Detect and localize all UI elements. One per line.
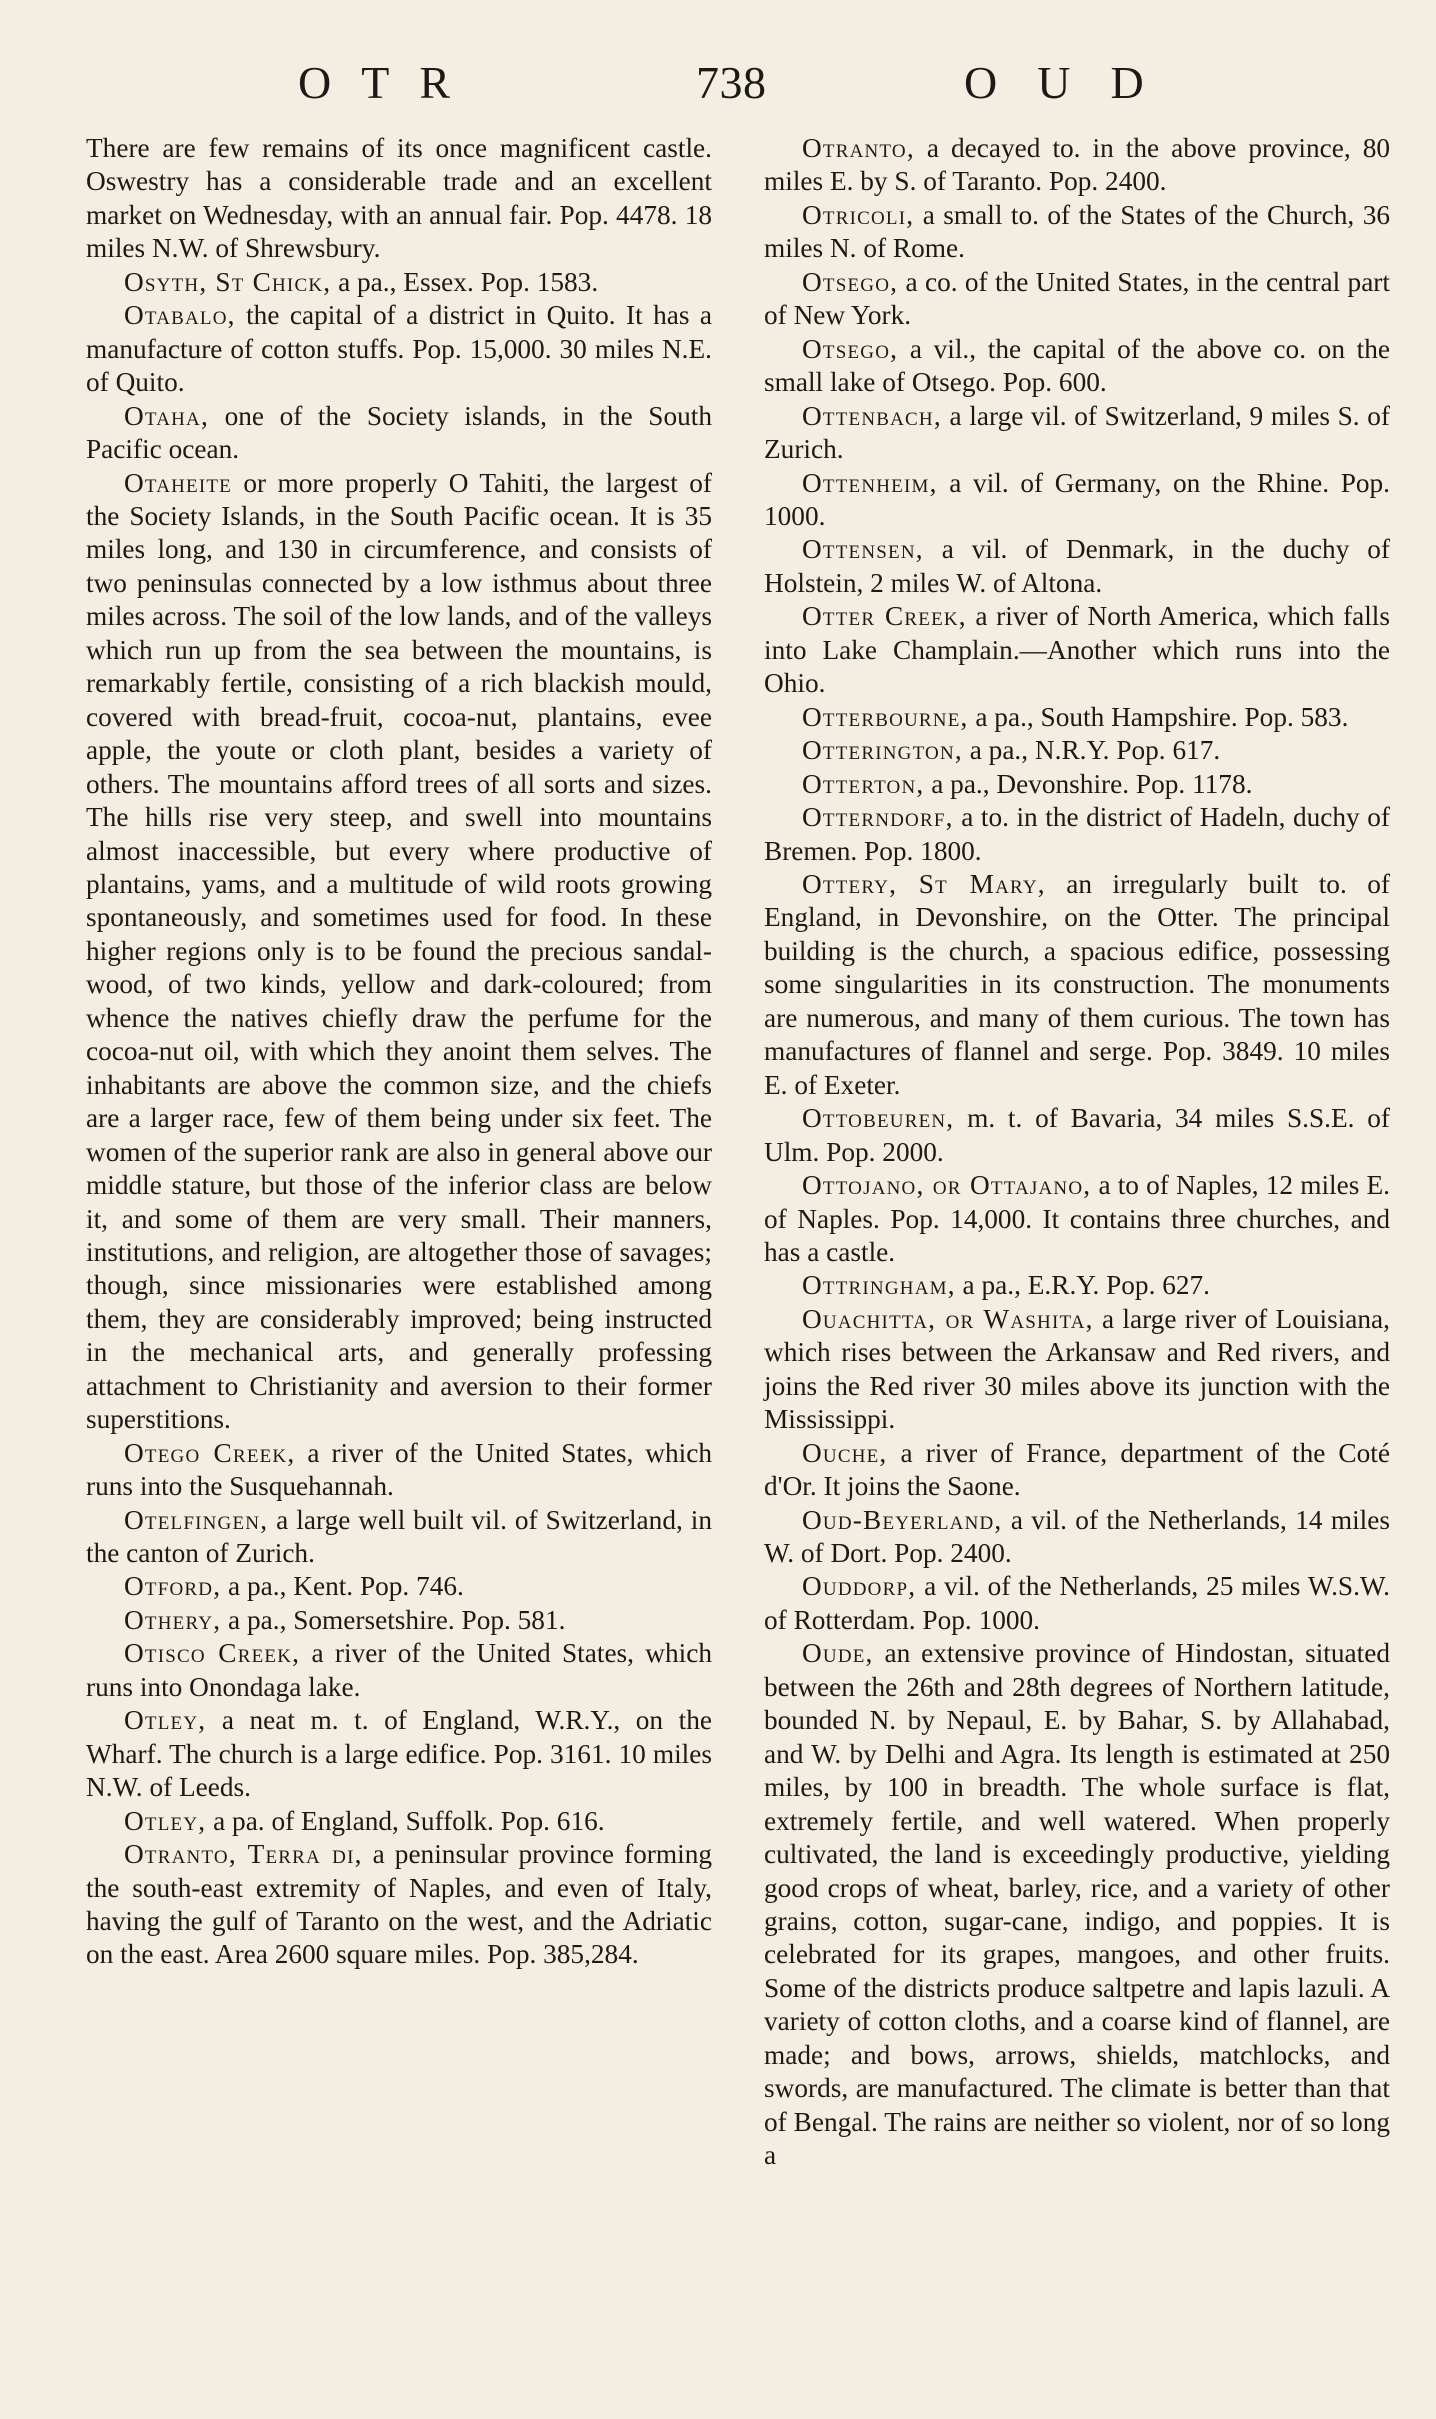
entry-headword: Ottenheim, xyxy=(802,467,938,498)
gazetteer-entry xyxy=(86,400,712,467)
entry-headword: Otricoli, xyxy=(802,199,915,230)
gazetteer-entry xyxy=(764,600,1390,700)
entry-text: an irregularly built to. of England, in Devonshire, on the Otter. The principal building is the church, a spacious edifice, possessing some singularities in its construction. The monuments are numerous, and many of them curious. The town has manufactures of flannel and serge. Pop. 3849. 10 miles E. of Exeter. xyxy=(764,868,1390,1100)
entry-headword: Otego Creek, xyxy=(124,1437,296,1468)
gazetteer-entry xyxy=(86,1838,712,1972)
gazetteer-entry xyxy=(764,734,1390,767)
entry-headword: Oud-Beyerland, xyxy=(802,1504,1003,1535)
entry-headword: Othery, xyxy=(124,1604,222,1635)
entry-text: or more properly O Tahiti, the largest of the Society Islands, in the South Pacific ocean. It is 35 miles long, and 130 in circumference, and consists of two peninsulas connected by a low isthmus about three miles across. The soil of the low lands, and of the valleys which run up from the sea between the mountains, is remarkably fertile, consisting of a rich blackish mould, covered with bread-fruit, cocoa-nut, plantains, evee apple, the youte or cloth plant, besides a variety of others. The mountains afford trees of all sorts and sizes. The hills rise very steep, and swell into mountains almost inaccessible, but every where productive of plantains, yams, and a multitude of wild roots growing spontaneously, and sometimes used for food. In these higher regions only is to be found the precious sandal-wood, of two kinds, yellow and dark-coloured; from whence the natives chiefly draw the perfume for the cocoa-nut oil, with which they anoint them selves. The inhabitants are above the common size, and the chiefs are a larger race, few of them being under six feet. The women of the superior rank are also in general above our middle stature, but those of the inferior class are below it, and some of them are very small. Their manners, institutions, and religion, are altogether those of savages; though, since missionaries were established among them, they are considerably improved; being instructed in the mechanical arts, and generally professing attachment to Christianity and aversion to their former superstitions. xyxy=(86,467,712,1435)
entry-headword: Ottobeuren, xyxy=(802,1103,955,1134)
entry-text: an extensive province of Hindostan, situated between the 26th and 28th degrees of Northern latitude, bounded N. by Nepaul, E. by Bahar, S. by Allahabad, and W. by Delhi and Agra. Its length is estimated at 250 miles, by 100 in breadth. The whole surface is flat, extremely fertile, and well watered. When properly cultivated, the land is exceedingly productive, yielding good crops of wheat, barley, rice, and a variety of other grains, cotton, sugar-cane, indigo, and poppies. It is celebrated for its grapes, mangoes, and other fruits. Some of the districts produce saltpetre and lapis lazuli. A variety of cotton cloths, and a coarse kind of flannel, are made; and bows, arrows, shields, matchlocks, and swords, are manufactured. The climate is better than that of Bengal. The rains are neither so violent, nor of so long a xyxy=(764,1638,1390,2171)
entry-text: a river of France, department of the Coté d'Or. It joins the Saone. xyxy=(764,1437,1390,1502)
entry-headword: Otisco Creek, xyxy=(124,1638,301,1669)
entry-headword: Ouachitta, or Washita, xyxy=(802,1303,1094,1334)
running-head xyxy=(0,56,1436,120)
gazetteer-entry xyxy=(86,132,712,266)
entry-text: a large river of Louisiana, which rises between the Arkansaw and Red rivers, and joins the Red river 30 miles above its junction with the Mississippi. xyxy=(764,1303,1390,1435)
entry-headword: Otterndorf, xyxy=(802,802,954,833)
entry-headword: Ouche, xyxy=(802,1437,888,1468)
right-column xyxy=(764,132,1390,2173)
entry-text: a pa., Devonshire. Pop. 1178. xyxy=(924,768,1253,799)
gazetteer-entry xyxy=(764,1303,1390,1437)
gazetteer-entry xyxy=(764,132,1390,199)
gazetteer-entry xyxy=(86,266,712,299)
entry-headword: Ouddorp, xyxy=(802,1571,917,1602)
entry-headword: Otford, xyxy=(124,1571,222,1602)
gazetteer-entry xyxy=(764,1169,1390,1269)
entry-headword: Oude, xyxy=(802,1638,874,1669)
gazetteer-entry xyxy=(764,199,1390,266)
entry-text: a large well built vil. of Switzerland, in the canton of Zurich. xyxy=(86,1504,712,1569)
gazetteer-entry xyxy=(764,701,1390,734)
gazetteer-entry xyxy=(86,1437,712,1504)
entry-text: a vil. of the Netherlands, 14 miles W. of Dort. Pop. 2400. xyxy=(764,1504,1390,1569)
entry-headword: Otter Creek, xyxy=(802,601,967,632)
gazetteer-entry xyxy=(764,801,1390,868)
entry-headword: Otranto, Terra di, xyxy=(124,1839,363,1870)
entry-text: a co. of the United States, in the central part of New York. xyxy=(764,266,1390,331)
left-column xyxy=(86,132,712,1972)
gazetteer-entry xyxy=(764,868,1390,1102)
entry-headword: Otley, xyxy=(124,1705,207,1736)
entry-headword: Otterington, xyxy=(802,735,963,766)
entry-text: a vil. of the Netherlands, 25 miles W.S.W. of Rotterdam. Pop. 1000. xyxy=(764,1571,1390,1635)
entry-text: a to. in the district of Hadeln, duchy of Bremen. Pop. 1800. xyxy=(764,802,1390,866)
gazetteer-entry xyxy=(764,1637,1390,2172)
page-number: 738 xyxy=(696,57,767,108)
header-right: OUD xyxy=(964,57,1184,108)
gazetteer-entry xyxy=(86,467,712,1437)
entry-headword: Ottringham, xyxy=(802,1270,956,1301)
entry-headword: Otelfingen, xyxy=(124,1504,269,1535)
entry-text: m. t. of Bavaria, 34 miles S.S.E. of Ulm. Pop. 2000. xyxy=(764,1103,1390,1167)
gazetteer-entry xyxy=(764,1269,1390,1302)
header-left: OTR xyxy=(298,57,480,108)
gazetteer-entry xyxy=(86,1604,712,1637)
entry-text: a river of North America, which falls into Lake Champlain.—Another which runs into the Ohio. xyxy=(764,601,1390,699)
gazetteer-entry xyxy=(86,1504,712,1571)
entry-text: a river of the United States, which runs into the Susquehannah. xyxy=(86,1437,713,1502)
entry-text: a to of Naples, 12 miles E. of Naples. Pop. 14,000. It contains three churches, and has a castle. xyxy=(764,1170,1390,1267)
gazetteer-entry xyxy=(764,1504,1390,1571)
entry-headword: Ottenbach, xyxy=(802,400,942,431)
entry-text: a pa., Essex. Pop. 1583. xyxy=(331,266,599,297)
entry-text: a pa., N.R.Y. Pop. 617. xyxy=(962,735,1221,766)
entry-headword: Ottery, St Mary, xyxy=(802,868,1046,899)
entry-text: a pa., E.R.Y. Pop. 627. xyxy=(955,1270,1211,1301)
entry-text: a vil., the capital of the above co. on the small lake of Otsego. Pop. 600. xyxy=(764,333,1390,398)
entry-text: a pa., Somersetshire. Pop. 581. xyxy=(221,1604,566,1635)
entry-text: a river of the United States, which runs into Onondaga lake. xyxy=(86,1638,713,1702)
entry-text: There are few remains of its once magnificent castle. Oswestry has a considerable trade and an excellent market on Wednesday, with an annual fair. Pop. 4478. 18 miles N.W. of Shrewsbury. xyxy=(86,133,712,264)
gazetteer-entry xyxy=(86,299,712,399)
gazetteer-entry xyxy=(764,533,1390,600)
gazetteer-entry xyxy=(764,1570,1390,1637)
gazetteer-entry xyxy=(86,1704,712,1804)
entry-text: a neat m. t. of England, W.R.Y., on the Wharf. The church is a large edifice. Pop. 3161. 10 miles N.W. of Leeds. xyxy=(86,1705,712,1803)
entry-text: a vil. of Germany, on the Rhine. Pop. 1000. xyxy=(764,467,1390,531)
entry-headword: Otaheite xyxy=(124,467,232,498)
entry-headword: Otterbourne, xyxy=(802,701,969,732)
entry-text: a peninsular province forming the south-east extremity of Naples, and even of Italy, having the gulf of Taranto on the west, and the Adriatic on the east. Area 2600 square miles. Pop. 385,284. xyxy=(86,1839,712,1970)
gazetteer-entry xyxy=(764,333,1390,400)
entry-text: a pa., Kent. Pop. 746. xyxy=(221,1571,464,1602)
entry-headword: Otabalo, xyxy=(124,300,236,331)
entry-text: a vil. of Denmark, in the duchy of Holstein, 2 miles W. of Altona. xyxy=(764,534,1390,598)
entry-headword: Otley, xyxy=(124,1805,207,1836)
entry-text: a decayed to. in the above province, 80 miles E. by S. of Taranto. Pop. 2400. xyxy=(764,133,1390,197)
entry-text: a large vil. of Switzerland, 9 miles S. of Zurich. xyxy=(764,400,1390,465)
gazetteer-entry xyxy=(86,1637,712,1704)
entry-text: the capital of a district in Quito. It has a manufacture of cotton stuffs. Pop. 15,000. 30 miles N.E. of Quito. xyxy=(86,300,712,398)
entry-text: a pa. of England, Suffolk. Pop. 616. xyxy=(206,1805,605,1836)
gazetteer-entry xyxy=(764,400,1390,467)
gazetteer-entry xyxy=(86,1805,712,1838)
entry-headword: Otsego, xyxy=(802,266,899,297)
gazetteer-entry xyxy=(764,1102,1390,1169)
entry-headword: Otterton, xyxy=(802,768,925,799)
entry-headword: Otsego, xyxy=(802,333,899,364)
entry-text: a small to. of the States of the Church, 36 miles N. of Rome. xyxy=(764,199,1390,264)
gazetteer-entry xyxy=(764,266,1390,333)
gazetteer-entry xyxy=(86,1570,712,1603)
gazetteer-entry xyxy=(764,1437,1390,1504)
entry-headword: Otranto, xyxy=(802,133,915,163)
entry-text: one of the Society islands, in the South Pacific ocean. xyxy=(86,400,712,465)
gazetteer-entry xyxy=(764,467,1390,534)
entry-text: a pa., South Hampshire. Pop. 583. xyxy=(968,701,1349,732)
entry-headword: Ottojano, or Ottajano, xyxy=(802,1170,1092,1201)
entry-headword: Osyth, St Chick, xyxy=(124,266,332,297)
gazetteer-entry xyxy=(764,768,1390,801)
entry-headword: Ottensen, xyxy=(802,534,924,565)
entry-headword: Otaha, xyxy=(124,400,209,431)
